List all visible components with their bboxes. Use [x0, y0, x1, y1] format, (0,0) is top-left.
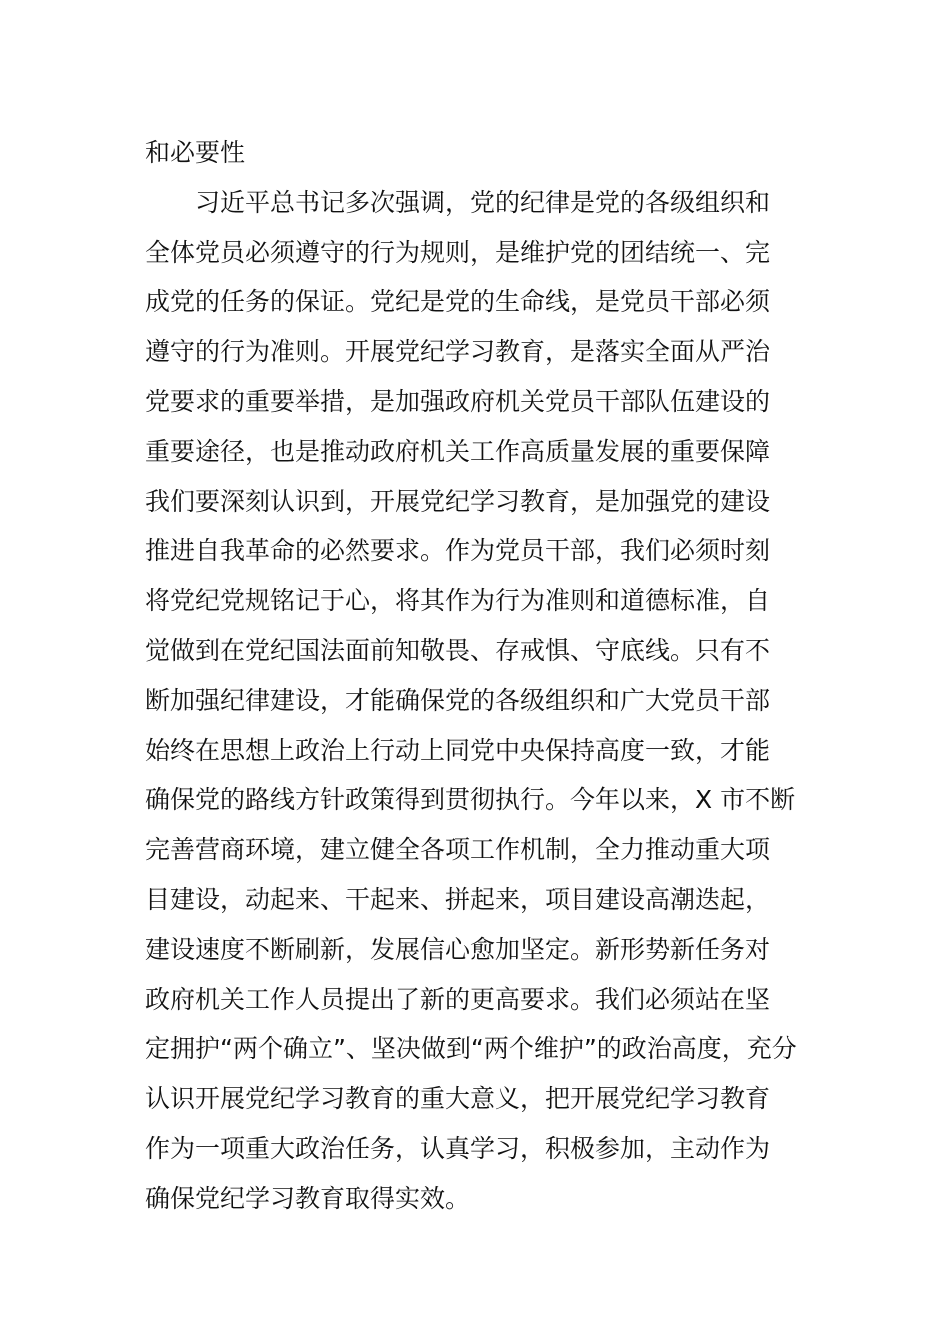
text-line: 推进自我革命的必然要求。作为党员干部，我们必须时刻 — [145, 536, 771, 566]
body-text — [145, 128, 807, 1224]
text-line: 目建设，动起来、干起来、拼起来，项目建设高潮迭起， — [145, 884, 771, 914]
text-line: 定拥护“两个确立”、坚决做到“两个维护”的政治高度，充分 — [145, 1034, 797, 1064]
text-line: 政府机关工作人员提出了新的更高要求。我们必须站在坚 — [145, 984, 771, 1014]
text-line: 重要途径，也是推动政府机关工作高质量发展的重要保障 — [145, 436, 771, 466]
text-line: 觉做到在党纪国法面前知敬畏、存戒惧、守底线。只有不 — [145, 635, 771, 665]
text-line: 作为一项重大政治任务，认真学习，积极参加，主动作为 — [145, 1133, 771, 1163]
text-line: 建设速度不断刷新，发展信心愈加坚定。新形势新任务对 — [145, 934, 771, 964]
text-line: 断加强纪律建设，才能确保党的各级组织和广大党员干部 — [145, 685, 771, 715]
text-line: 党要求的重要举措，是加强政府机关党员干部队伍建设的 — [145, 386, 771, 416]
text-line: 始终在思想上政治上行动上同党中央保持高度一致，才能 — [145, 735, 771, 765]
text-line: 确保党的路线方针政策得到贯彻执行。今年以来，X 市不断 — [145, 785, 796, 815]
text-line-paragraph-start: 习近平总书记多次强调，党的纪律是党的各级组织和 — [195, 187, 771, 217]
text-line: 全体党员必须遵守的行为规则，是维护党的团结统一、完 — [145, 237, 771, 267]
text-line: 遵守的行为准则。开展党纪学习教育，是落实全面从严治 — [145, 337, 771, 367]
text-line-heading-continuation: 和必要性 — [145, 138, 246, 167]
text-line: 成党的任务的保证。党纪是党的生命线，是党员干部必须 — [145, 287, 771, 317]
text-line: 将党纪党规铭记于心，将其作为行为准则和道德标准，自 — [145, 586, 771, 616]
text-line: 完善营商环境，建立健全各项工作机制，全力推动重大项 — [145, 835, 771, 865]
text-line-paragraph-end: 确保党纪学习教育取得实效。 — [145, 1183, 471, 1213]
text-line: 我们要深刻认识到，开展党纪学习教育，是加强党的建设 — [145, 486, 771, 516]
text-line: 认识开展党纪学习教育的重大意义，把开展党纪学习教育 — [145, 1084, 771, 1114]
